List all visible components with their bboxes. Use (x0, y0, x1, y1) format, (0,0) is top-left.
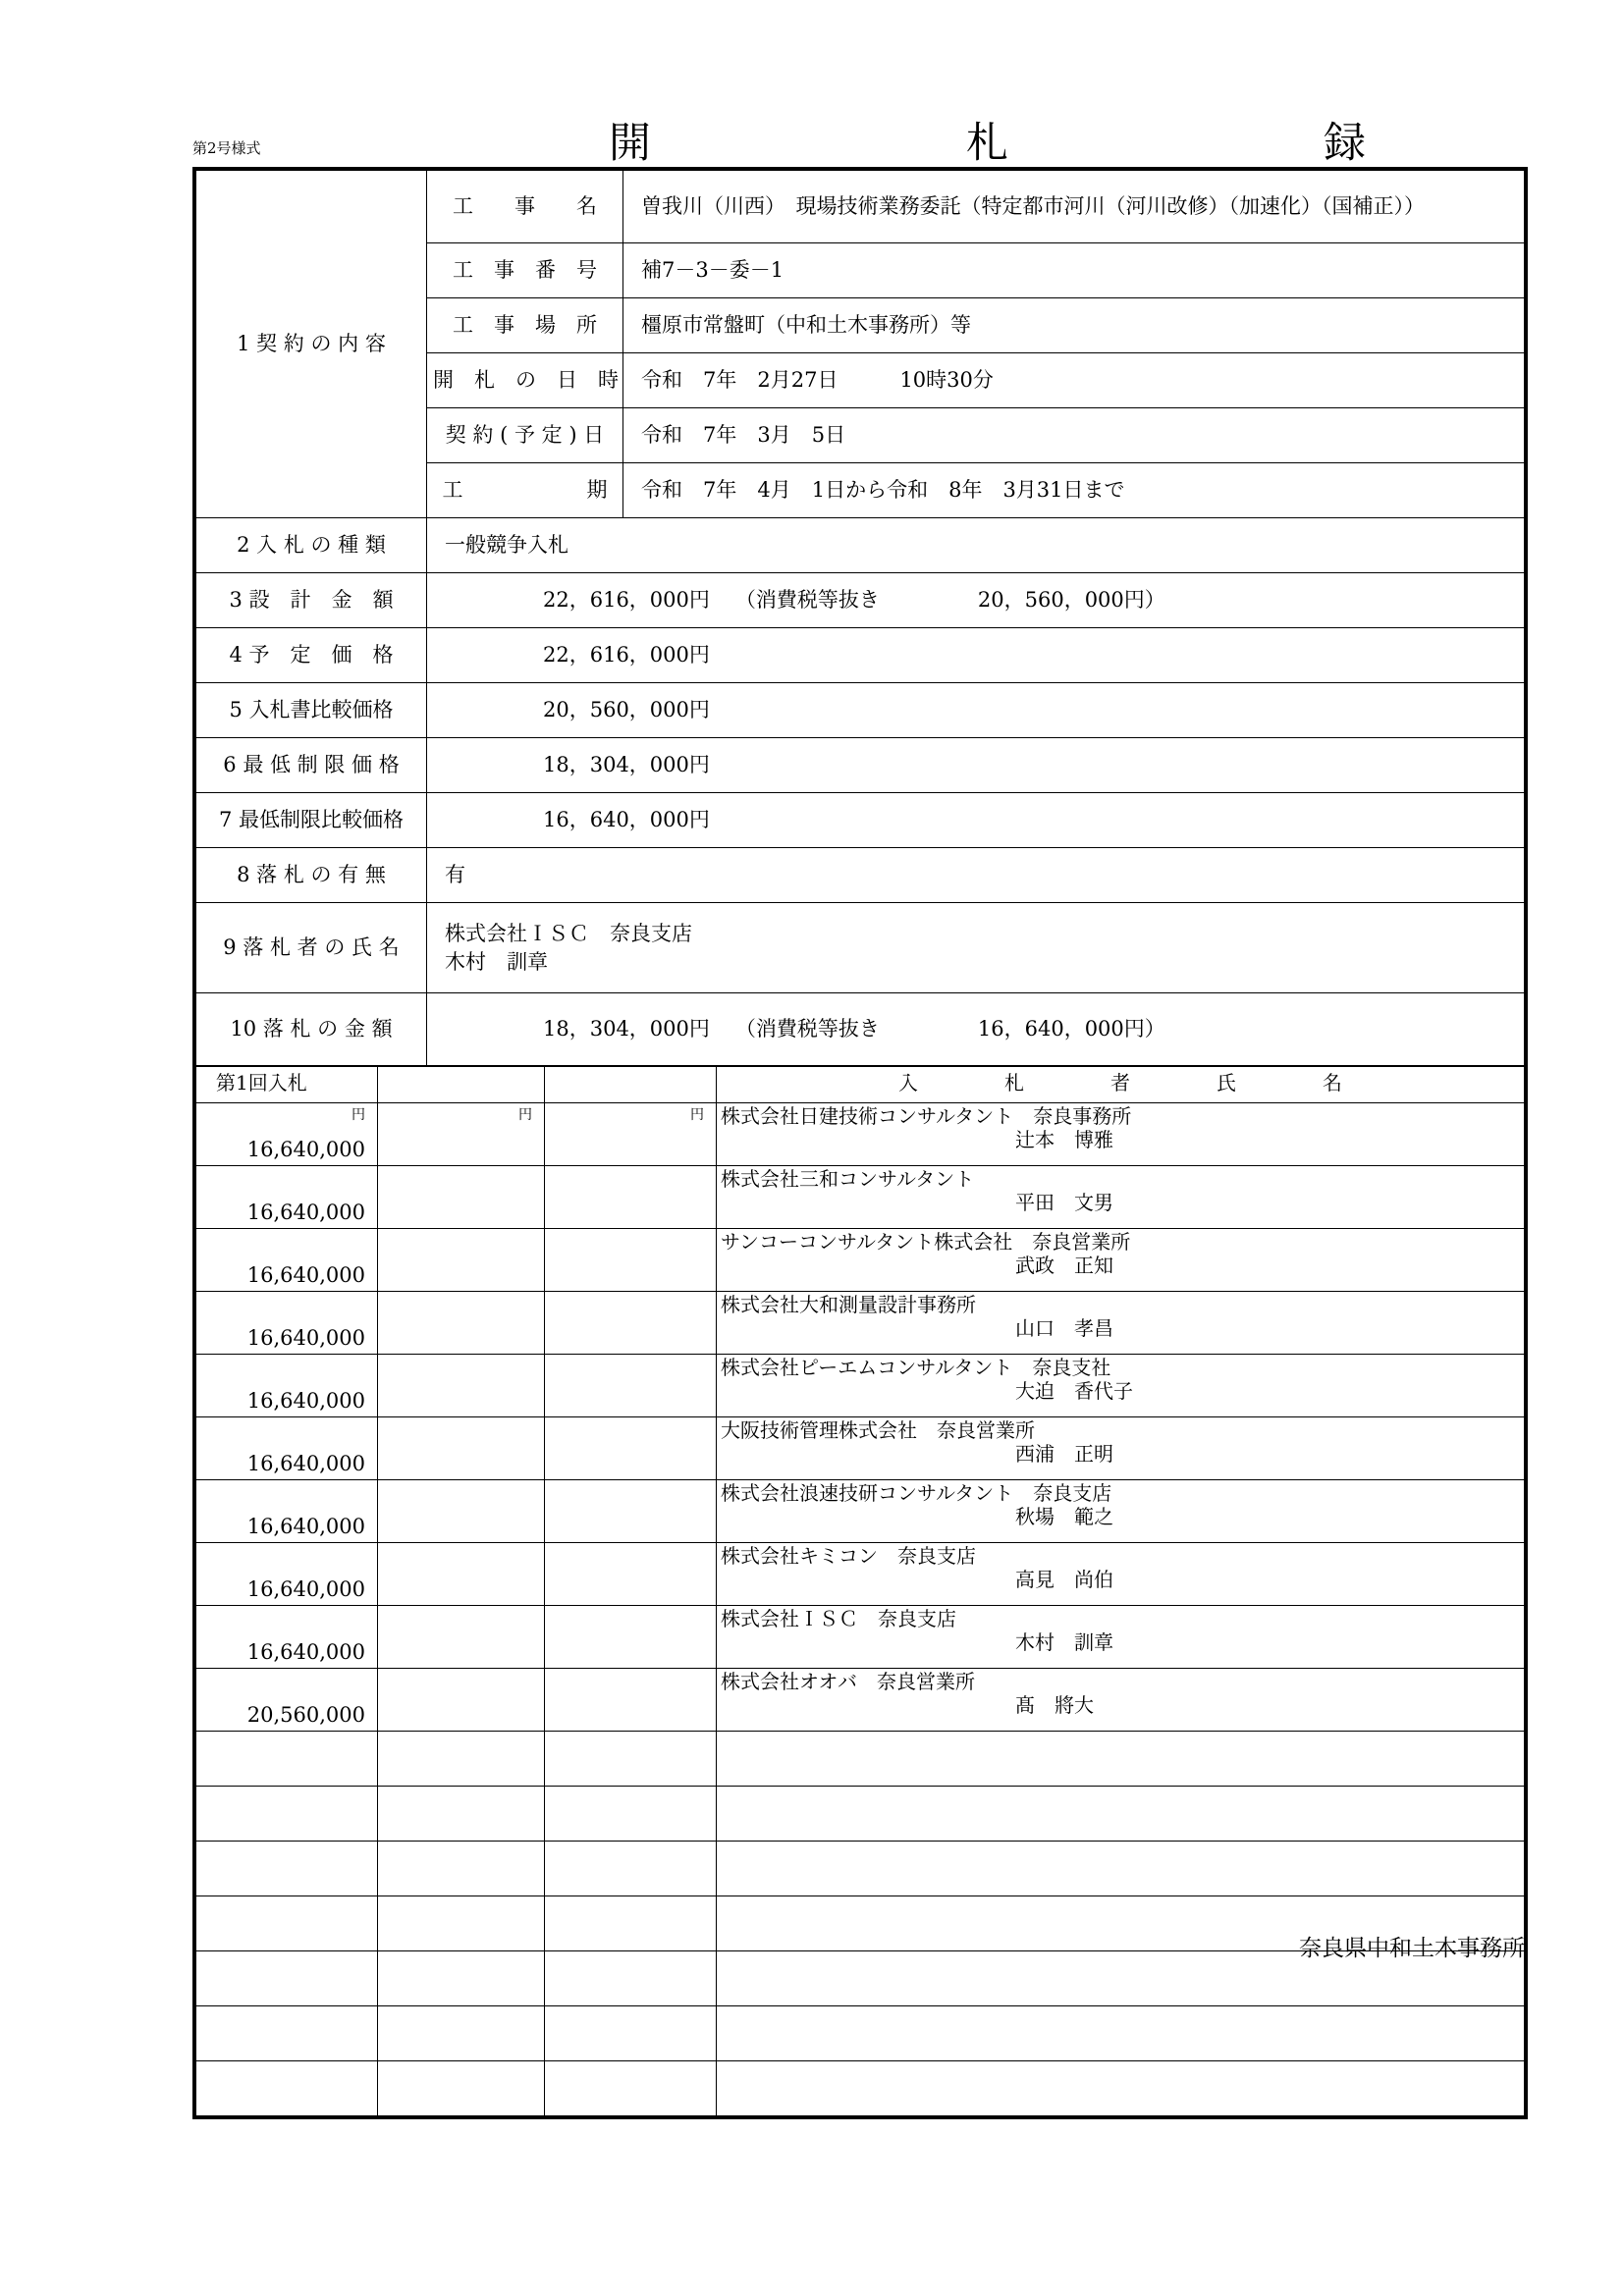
row-value-award-presence: 有 (427, 848, 1525, 903)
bidder-company: 株式会社大和測量設計事務所 (721, 1293, 976, 1316)
design-amount-tax-label: （消費税等抜き (734, 588, 880, 613)
row-label-bid-compare-price: 5 入札書比較価格 (196, 683, 427, 738)
bidder-cell (717, 1355, 1525, 1417)
bidder-cell (717, 2006, 1525, 2061)
bid-amount-cell (545, 1787, 717, 1842)
bid-amount-cell (196, 1669, 378, 1732)
row-label-award-amount: 10 落 札 の 金 額 (196, 993, 427, 1066)
row-value-lowest-limit-compare-price (427, 793, 1525, 848)
row-value-award-amount (427, 993, 1525, 1066)
bidder-person: 武政 正知 (1015, 1254, 1113, 1278)
bidder-company: 株式会社三和コンサルタント (721, 1167, 975, 1191)
row-value-lowest-limit-price (427, 738, 1525, 793)
bid-amount-cell (378, 1103, 545, 1166)
row-label-lowest-limit-compare-price: 7 最低制限比較価格 (196, 793, 427, 848)
row-label-lowest-limit-price: 6 最 低 制 限 価 格 (196, 738, 427, 793)
table-row (196, 993, 1525, 1066)
bid-amount-cell (196, 1166, 378, 1229)
table-row (196, 1842, 1525, 1896)
table-row (196, 1480, 1525, 1543)
bid-amount-cell (196, 1606, 378, 1669)
bid-amount-cell (378, 2006, 545, 2061)
bidder-person: 木村 訓章 (1015, 1630, 1113, 1655)
row-value-work-place: 橿原市常盤町（中和土木事務所）等 (623, 298, 1525, 353)
table-row (196, 1417, 1525, 1480)
bidder-cell (717, 1669, 1525, 1732)
table-row (196, 628, 1525, 683)
bidder-company: サンコーコンサルタント株式会社 奈良営業所 (721, 1230, 1131, 1254)
bidder-company: 株式会社浪速技研コンサルタント 奈良支店 (721, 1481, 1112, 1505)
contract-info-table (195, 170, 1525, 1066)
bid-amount-cell (196, 1480, 378, 1543)
bidder-company (721, 1788, 1524, 1811)
bid-amount-cell (378, 1842, 545, 1896)
table-row (196, 683, 1525, 738)
bidder-cell (717, 1166, 1525, 1229)
table-row (196, 793, 1525, 848)
table-row (196, 1103, 1525, 1166)
bidder-cell (717, 2061, 1525, 2116)
row-label-work-name: 工 事 名 (427, 171, 623, 243)
yen-mark: 円 (518, 1107, 532, 1123)
bid-amount-cell (196, 1543, 378, 1606)
bidder-person: 平田 文男 (1015, 1191, 1113, 1215)
row-value-work-number: 補7－3－委－1 (623, 243, 1525, 298)
lowest-limit-compare-price-value: 16，640，000円 (543, 808, 710, 832)
bidder-company: 株式会社ＩＳＣ 奈良支店 (721, 1607, 956, 1630)
bid-amount-cell (545, 1896, 717, 1951)
bid-table-header-row (196, 1067, 1525, 1103)
row-value-winner-name (427, 903, 1525, 993)
bidder-cell (717, 1229, 1525, 1292)
bid-amount-value: 16,640,000 (246, 1452, 365, 1475)
round-label: 第1回入札 (196, 1067, 378, 1103)
bid-amount-cell (196, 2006, 378, 2061)
bid-amount-cell (196, 1951, 378, 2006)
round-col-2-header (378, 1067, 545, 1103)
row-label-planned-price: 4 予 定 価 格 (196, 628, 427, 683)
bid-amount-cell (378, 1355, 545, 1417)
bid-amount-cell (545, 1417, 717, 1480)
bid-amount-cell (378, 1229, 545, 1292)
bid-amount-cell (545, 1103, 717, 1166)
bid-amount-cell (196, 1732, 378, 1787)
bid-amount-value: 16,640,000 (246, 1640, 365, 1664)
bidder-person: 秋場 範之 (1015, 1505, 1113, 1529)
bid-amount-value: 16,640,000 (246, 1389, 365, 1413)
bidder-company (721, 1897, 1524, 1921)
row-label-opening-datetime: 開 札 の 日 時 (427, 353, 623, 408)
bid-amount-cell (378, 1417, 545, 1480)
table-row (196, 1166, 1525, 1229)
row-label-bid-type: 2 入 札 の 種 類 (196, 518, 427, 573)
table-row (196, 1787, 1525, 1842)
yen-mark: 円 (690, 1107, 704, 1123)
bid-amount-cell (196, 1787, 378, 1842)
table-row (196, 2006, 1525, 2061)
winner-person: 木村 訓章 (445, 949, 548, 974)
bidder-company (721, 1842, 1524, 1866)
bidder-person: 髙 將大 (1015, 1693, 1094, 1718)
table-row (196, 171, 1525, 243)
award-amount-value: 18，304，000円 (543, 1017, 710, 1041)
bidder-person (721, 1811, 1524, 1835)
bid-amount-cell (545, 1669, 717, 1732)
bid-amount-cell (378, 1669, 545, 1732)
bidder-company (721, 1733, 1524, 1756)
bid-amount-cell (378, 1732, 545, 1787)
contract-group-label: 1 契 約 の 内 容 (196, 171, 427, 518)
row-value-planned-price (427, 628, 1525, 683)
bid-amount-cell (196, 1292, 378, 1355)
bid-amount-cell (378, 1951, 545, 2006)
row-label-contract-date: 契 約 ( 予 定 ) 日 (427, 408, 623, 463)
table-row (196, 903, 1525, 993)
bidder-cell (717, 1606, 1525, 1669)
bid-amount-cell (378, 1787, 545, 1842)
table-row (196, 848, 1525, 903)
bidder-company: 株式会社オオバ 奈良営業所 (721, 1670, 975, 1693)
bid-amount-cell (378, 1606, 545, 1669)
table-row (196, 1355, 1525, 1417)
table-row (196, 1669, 1525, 1732)
bid-amount-cell (378, 2061, 545, 2116)
table-row (196, 1543, 1525, 1606)
row-label-award-presence: 8 落 札 の 有 無 (196, 848, 427, 903)
bidder-cell (717, 1787, 1525, 1842)
award-amount-tax-value: 16，640，000円） (977, 1017, 1165, 1041)
bidder-person (721, 2086, 1524, 2109)
bid-amount-cell (196, 1896, 378, 1951)
form-number: 第2号様式 (192, 139, 261, 157)
bidder-cell (717, 1292, 1525, 1355)
lowest-limit-price-value: 18，304，000円 (543, 753, 710, 777)
bid-amount-cell (378, 1480, 545, 1543)
bid-amount-cell (545, 2061, 717, 2116)
bidder-company: 株式会社ピーエムコンサルタント 奈良支社 (721, 1356, 1111, 1379)
bid-amount-value: 16,640,000 (246, 1263, 365, 1287)
bidder-cell (717, 1732, 1525, 1787)
bid-amount-cell (545, 1842, 717, 1896)
bid-amount-cell (378, 1166, 545, 1229)
row-label-design-amount: 3 設 計 金 額 (196, 573, 427, 628)
design-amount-tax-value: 20，560，000円） (977, 588, 1165, 613)
bid-amount-cell (196, 1355, 378, 1417)
bidder-person: 大迫 香代子 (1015, 1379, 1133, 1404)
table-row (196, 1606, 1525, 1669)
bid-amount-cell (378, 1896, 545, 1951)
row-value-work-name: 曽我川（川西） 現場技術業務委託（特定都市河川（河川改修）（加速化）（国補正）） (623, 171, 1525, 243)
table-row (196, 1292, 1525, 1355)
bid-amount-cell (545, 1951, 717, 2006)
bid-amount-cell (545, 1543, 717, 1606)
bid-compare-price-value: 20，560，000円 (543, 698, 710, 722)
bid-amount-cell (545, 1229, 717, 1292)
bidder-company: 大阪技術管理株式会社 奈良営業所 (721, 1418, 1035, 1442)
bidder-company (721, 2007, 1524, 2031)
yen-mark: 円 (352, 1107, 365, 1123)
main-form-frame (192, 167, 1528, 2119)
table-row (196, 573, 1525, 628)
bid-amount-value: 16,640,000 (246, 1515, 365, 1538)
bidder-name-header: 入 札 者 氏 名 (717, 1067, 1525, 1103)
table-row (196, 1732, 1525, 1787)
bid-amount-value: 16,640,000 (246, 1201, 365, 1224)
row-value-design-amount (427, 573, 1525, 628)
issuing-office: 奈良県中和土木事務所 (1299, 1936, 1525, 1961)
bidder-cell (717, 1103, 1525, 1166)
table-row (196, 1229, 1525, 1292)
bid-amount-value: 16,640,000 (246, 1326, 365, 1350)
bidder-person: 辻本 博雅 (1015, 1128, 1113, 1152)
bidder-person (721, 2031, 1524, 2055)
bidder-person: 山口 孝昌 (1015, 1316, 1113, 1341)
table-row (196, 738, 1525, 793)
row-value-bid-compare-price (427, 683, 1525, 738)
bidder-person (721, 1866, 1524, 1890)
table-row (196, 518, 1525, 573)
row-value-contract-date: 令和 7年 3月 5日 (623, 408, 1525, 463)
row-label-work-number: 工 事 番 号 (427, 243, 623, 298)
bid-amount-cell (196, 1417, 378, 1480)
bid-amount-cell (545, 1606, 717, 1669)
bid-amount-cell (545, 2006, 717, 2061)
bidder-company (721, 2062, 1524, 2086)
bid-amount-cell (378, 1543, 545, 1606)
row-label-work-period: 工 期 (427, 463, 623, 518)
row-label-work-place: 工 事 場 所 (427, 298, 623, 353)
design-amount-value: 22，616，000円 (543, 588, 710, 613)
bidder-company: 株式会社日建技術コンサルタント 奈良事務所 (721, 1104, 1132, 1128)
page-title: 開 札 録 (609, 119, 1413, 168)
bid-amount-cell (196, 1842, 378, 1896)
round-col-3-header (545, 1067, 717, 1103)
bid-amount-cell (196, 2061, 378, 2116)
bid-amount-value: 20,560,000 (246, 1703, 365, 1727)
bid-amount-cell (196, 1103, 378, 1166)
row-label-winner-name: 9 落 札 者 の 氏 名 (196, 903, 427, 993)
bidder-company: 株式会社キミコン 奈良支店 (721, 1544, 976, 1568)
row-value-work-period: 令和 7年 4月 1日から令和 8年 3月31日まで (623, 463, 1525, 518)
bidder-person (721, 1976, 1524, 2000)
table-row (196, 2061, 1525, 2116)
bidder-person: 高見 尚伯 (1015, 1568, 1113, 1592)
winner-company: 株式会社ＩＳＣ 奈良支店 (445, 922, 692, 946)
bidder-cell (717, 1543, 1525, 1606)
bid-amount-value: 16,640,000 (246, 1577, 365, 1601)
row-value-opening-datetime: 令和 7年 2月27日 10時30分 (623, 353, 1525, 408)
bid-amount-cell (545, 1166, 717, 1229)
row-value-bid-type: 一般競争入札 (427, 518, 1525, 573)
award-amount-tax-label: （消費税等抜き (734, 1017, 880, 1041)
bid-amount-cell (545, 1732, 717, 1787)
bidder-person (721, 1756, 1524, 1780)
bid-amount-cell (545, 1480, 717, 1543)
bidder-cell (717, 1417, 1525, 1480)
bid-amount-value: 16,640,000 (246, 1138, 365, 1161)
bid-amount-cell (545, 1355, 717, 1417)
planned-price-value: 22，616，000円 (543, 643, 710, 667)
bid-amount-cell (196, 1229, 378, 1292)
bidder-cell (717, 1842, 1525, 1896)
bidder-person: 西浦 正明 (1015, 1442, 1113, 1467)
bid-amount-cell (378, 1292, 545, 1355)
bid-amount-cell (545, 1292, 717, 1355)
bidder-cell (717, 1480, 1525, 1543)
